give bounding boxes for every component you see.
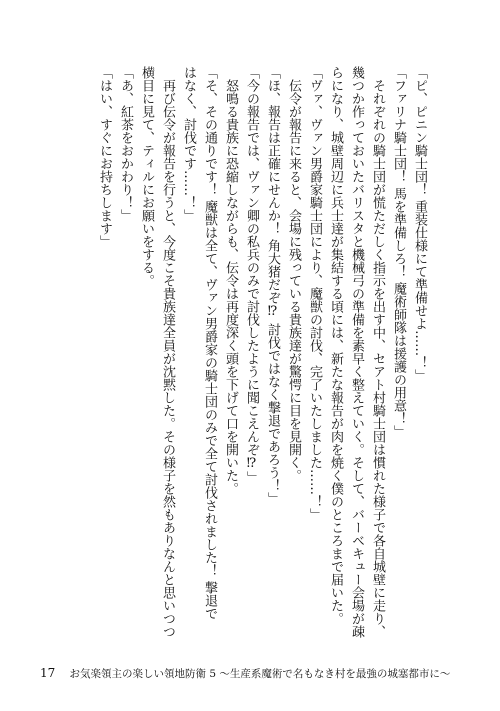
text-line: 再び伝令が報告を行うと、今度こそ貴族達全員が沈黙した。その様子を然もありなんと思いつつ — [160, 66, 175, 638]
text-line: 「そ、その通りです！ 魔獣は全て、ヴァン男爵家の騎士団のみで全て討伐されました！ 撃退で — [202, 66, 217, 621]
book-title: お気楽領主の楽しい領地防衛 5 〜生産系魔術で名もなき村を最強の城塞都市に〜 — [69, 668, 451, 680]
text-line: はなく、討伐です……！」 — [181, 66, 196, 222]
text-line: らになり、城壁周辺に兵士達が集結する頃には、新たな報告が肉を焼く僕のところまで届いた。 — [328, 66, 343, 625]
text-line: 「ほ、報告は正確にせんか！ 角大猪だぞ⁉ 討伐ではなく撃退であろう！」 — [265, 66, 280, 506]
text-line: 「今の報告では、ヴァン卿の私兵のみで討伐したように聞こえんぞ⁉」 — [244, 66, 259, 484]
page-footer — [40, 666, 450, 681]
text-line: 「ピ、ピニン騎士団！ 重装仕様にて準備せよ……！」 — [412, 66, 427, 383]
body-text — [62, 66, 430, 656]
text-line: 怒鳴る貴族に恐縮しながらも、伝令は再度深く頭を下げて口を開いた。 — [223, 66, 238, 495]
text-line: 伝令が報告に来ると、会場に残っている貴族達が驚愕に目を見開く。 — [286, 66, 301, 482]
text-line: 横目に見て、ティルにお願いをする。 — [139, 66, 154, 287]
text-line: 「ファリナ騎士団！ 馬を準備しろ！ 魔術師隊は援護の用意！」 — [391, 66, 406, 439]
text-line: 幾つか作っておいたバリスタと機械弓の準備を素早く整えていく。そして、バーベキュー会場が疎 — [349, 66, 364, 638]
text-line: 「はい、すぐにお持ちします」 — [97, 66, 112, 248]
text-line: それぞれの騎士団が慌ただしく指示を出す中、セアト村騎士団は慣れた様子で各自城壁に走り、 — [370, 66, 385, 638]
page-number: 17 — [40, 666, 56, 680]
text-line: 「ヴァ、ヴァン男爵家騎士団により、魔獣の討伐、完了いたしました……！」 — [307, 66, 322, 521]
text-line: 「あ、紅茶をおかわり！」 — [118, 66, 133, 222]
